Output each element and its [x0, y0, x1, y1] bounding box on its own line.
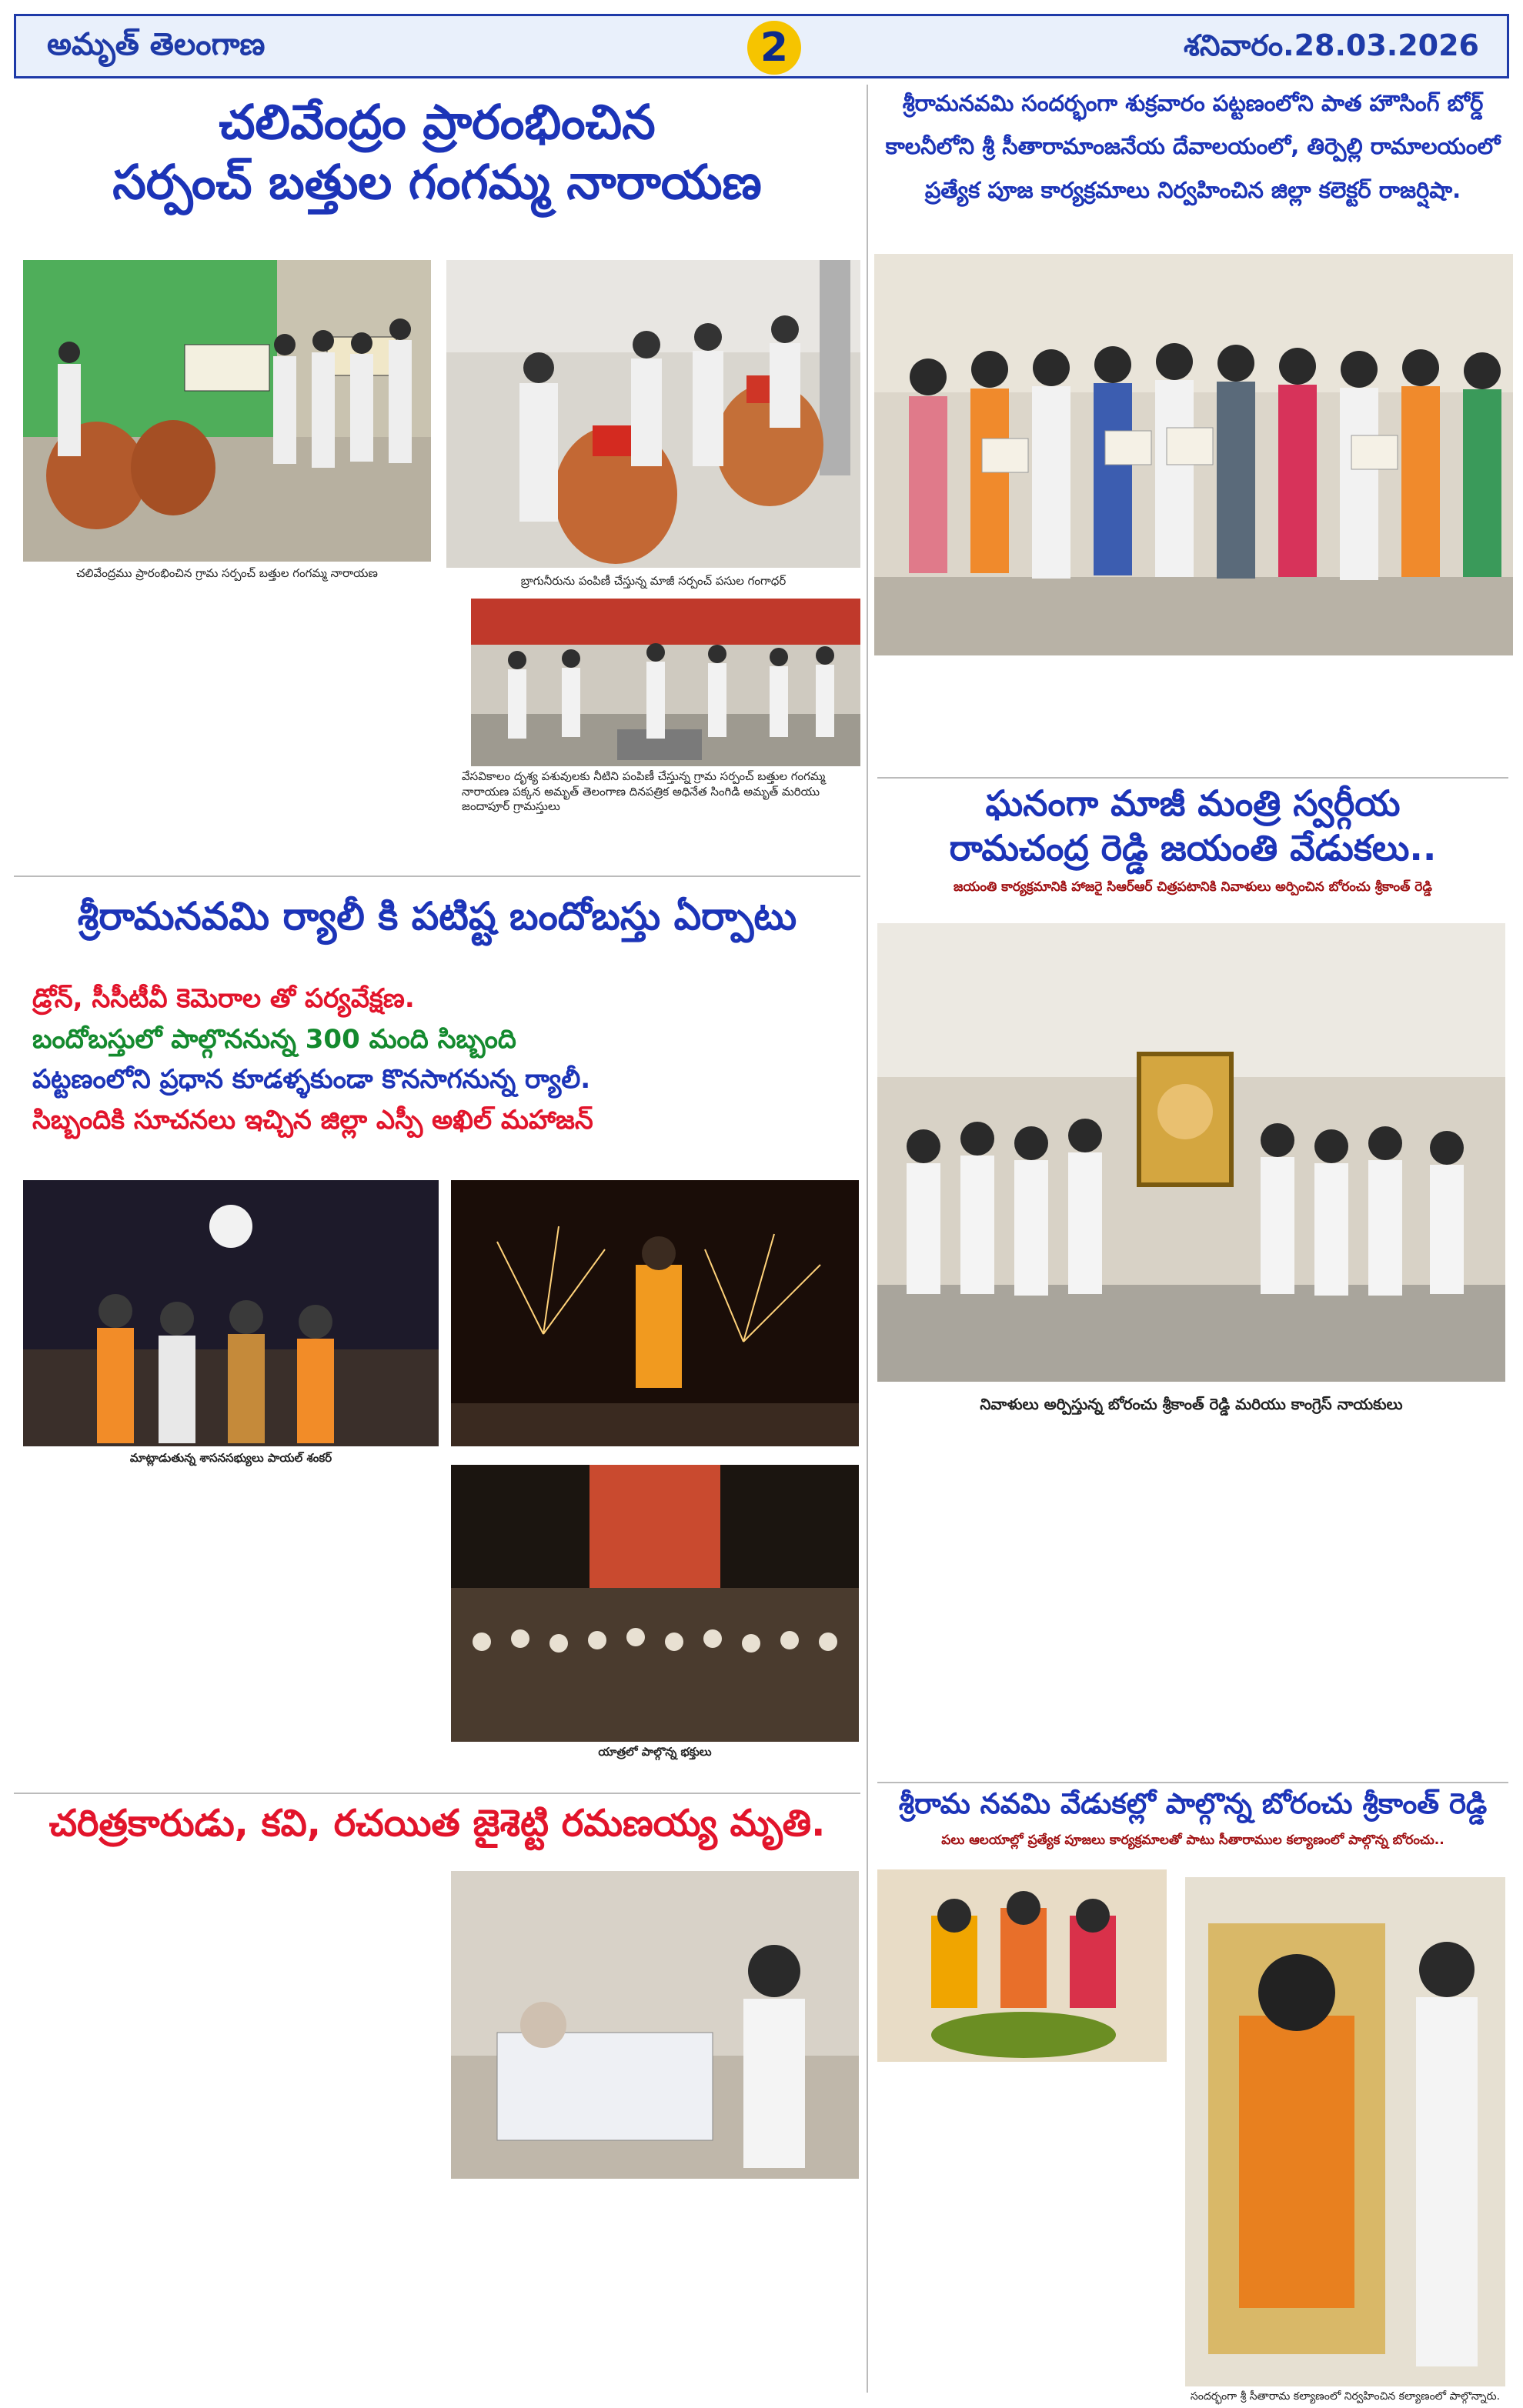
photo-caption: యాత్రలో పాల్గొన్న భక్తులు: [598, 1745, 712, 1759]
photo-caption: మాట్లాడుతున్న శాసనసభ్యులు పాయల్ శంకర్: [129, 1451, 332, 1465]
headline: శ్రీరామనవమి ర్యాలీ కి పటిష్ట బందోబస్తు ఏర్పాటు: [77, 894, 797, 939]
photo-water-trough: [471, 599, 860, 766]
photo-pouring-water: [446, 260, 860, 568]
photo-tribute: [877, 923, 1505, 1382]
headline-line: రామచంద్ర రెడ్డి జయంతి వేడుకలు..: [949, 826, 1437, 869]
photo-caption: వేసవికాలం దృశ్య పశువులకు నీటిని పంపిణీ చేస్తున్న గ్రామ సర్పంచ్ బత్తుల గంగమ్మ నారాయణ పక్కన అమృత్ తెలంగాణ దినపత్రిక అధినేత సింగిడి అమృత్ మరియు జందాపూర్ గ్రామస్తులు: [462, 769, 826, 813]
rally-highlights: [32, 979, 863, 1141]
photo-caption: చలివేంద్రము ప్రారంభించిన గ్రామ సర్పంచ్ బత్తుల గంగమ్మ నారాయణ: [76, 566, 378, 580]
subhead: పలు ఆలయాల్లో ప్రత్యేక పూజలు కార్యక్రమాలతో పాటు సీతారాముల కల్యాణంలో పాల్గొన్న బోరంచు..: [941, 1833, 1445, 1849]
photo-night-fireworks: [451, 1180, 859, 1446]
story-jayanthi-headline: [877, 782, 1508, 895]
paper-name: అమృత్ తెలంగాణ: [47, 27, 266, 62]
highlight-item: డ్రోన్, సీసీటీవీ కెమెరాల తో పర్యవేక్షణ.: [32, 983, 415, 1014]
photo-temple-prayer: [1185, 1877, 1505, 2386]
highlight-item: పట్టణంలోని ప్రధాన కూడళ్ళకుండా కొనసాగనున్న ర్యాలీ.: [32, 1064, 591, 1096]
headline-line: ఘనంగా మాజీ మంత్రి స్వర్గీయ: [985, 782, 1401, 824]
story-navami-headline: [877, 1786, 1508, 1849]
headline-line: శ్రీరామనవమి సందర్భంగా శుక్రవారం పట్టణంలోని పాత హౌసింగ్ బోర్డ్: [902, 90, 1484, 116]
photo-deity-idols: [877, 1869, 1167, 2062]
photo-caption: నివాళులు అర్పిస్తున్న బోరంచు శ్రీకాంత్ రెడ్డి మరియు కాంగ్రెస్ నాయకులు: [980, 1395, 1403, 1413]
highlight-item: బందోబస్తులో పాల్గొననున్న 300 మంది సిబ్బంది: [32, 1023, 516, 1055]
page-number-badge: 2: [747, 21, 801, 75]
headline: చరిత్రకారుడు, కవి, రచయిత జైశెట్టి రమణయ్య మృతి.: [48, 1802, 826, 1845]
column-divider: [867, 85, 868, 2393]
section-divider: [877, 777, 1508, 779]
story-obituary-headline: [14, 1800, 860, 1846]
date-line: శనివారం.28.03.2026: [1183, 28, 1479, 62]
photo-caption: బ్రాగునీరును పంపిణీ చేస్తున్న మాజీ సర్పంచ్ పసుల గంగాధర్: [520, 574, 787, 588]
subhead: జయంతి కార్యక్రమానికి హాజరై సిఆర్ఆర్ చిత్రపటానికి నివాళులు అర్పించిన బోరంచు శ్రీకాంత్ రెడ్డి: [954, 879, 1432, 895]
masthead: [14, 14, 1509, 78]
story-collector-headline: [877, 89, 1508, 204]
headline-line: కాలనీలోని శ్రీ సీతారామాంజనేయ దేవాలయంలో, తిర్పెల్లి రామాలయంలో: [885, 133, 1501, 160]
headline-line: సర్పంచ్ బత్తుల గంగమ్మ నారాయణ: [112, 153, 762, 210]
photo-collector-group: [874, 254, 1513, 655]
story-sarpanch-headline: [14, 92, 860, 212]
photo-hospital-visit: [451, 1871, 859, 2179]
section-divider: [14, 1793, 860, 1794]
headline-line: శ్రీరామ నవమి వేడుకల్లో పాల్గొన్న బోరంచు శ్రీకాంత్ రెడ్డి: [898, 1787, 1488, 1820]
headline-line: ప్రత్యేక పూజ కార్యక్రమాలు నిర్వహించిన జిల్లా కలెక్టర్ రాజర్షిషా.: [924, 176, 1461, 203]
section-divider: [877, 1782, 1508, 1783]
photo-water-pots-stand: [23, 260, 431, 562]
highlight-item: సిబ్బందికి సూచనలు ఇచ్చిన జిల్లా ఎస్పీ అఖిల్ మహాజన్: [32, 1105, 593, 1136]
story-rally-headline: [14, 892, 860, 941]
headline-line: చలివేంద్రం ప్రారంభించిన: [219, 94, 656, 150]
photo-rally-crowd: [451, 1465, 859, 1742]
section-divider: [14, 875, 860, 877]
photo-caption: సందర్భంగా శ్రీ సీతారామ కల్యాణంలో నిర్వహించిన కల్యాణంలో పాల్గొన్నారు.: [1190, 2390, 1501, 2403]
photo-mla-speaking: [23, 1180, 439, 1446]
